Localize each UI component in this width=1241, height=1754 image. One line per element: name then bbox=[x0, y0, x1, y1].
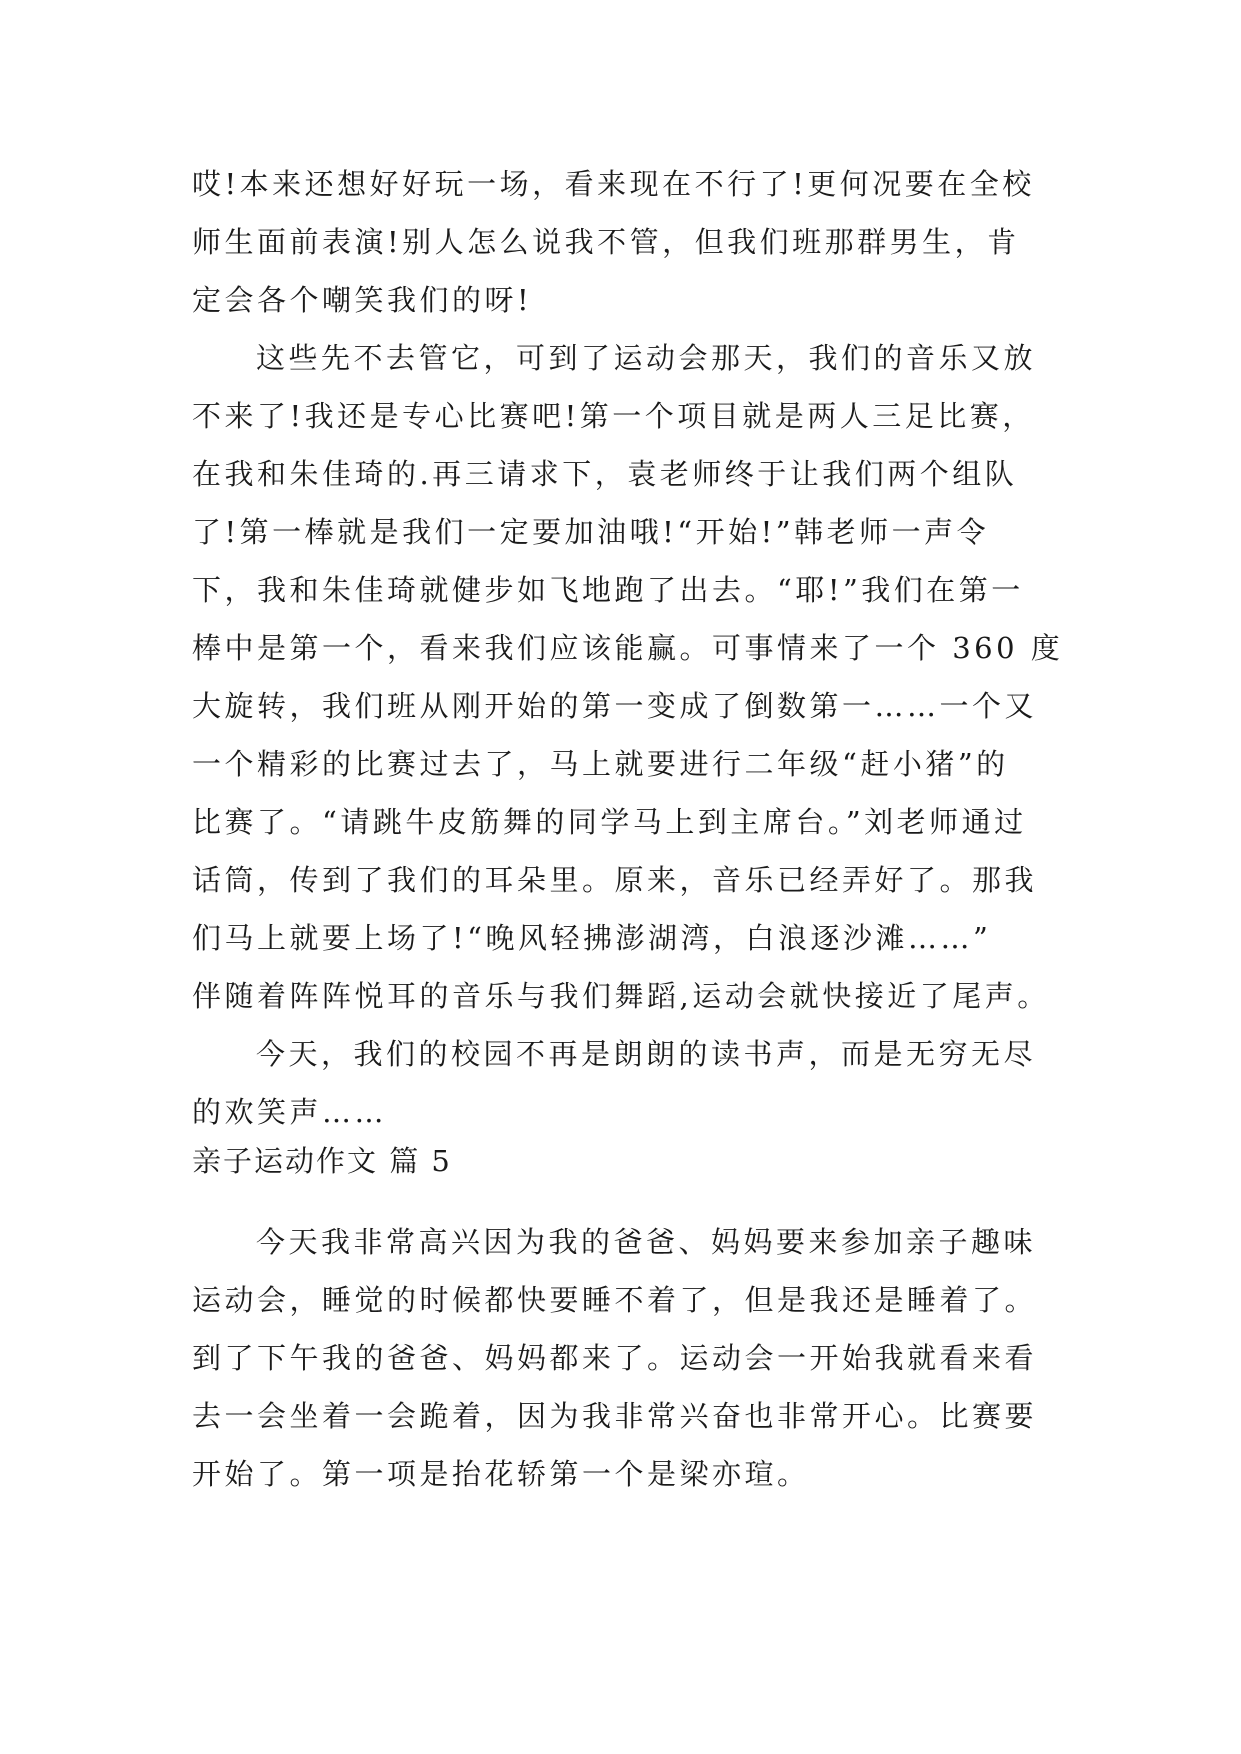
text-line: 不来了!我还是专心比赛吧!第一个项目就是两人三足比赛， bbox=[192, 399, 1035, 433]
text-line: 们马上就要上场了!“晚风轻拂澎湖湾，白浪逐沙滩……” bbox=[192, 921, 992, 955]
text-line: 哎!本来还想好好玩一场，看来现在不行了!更何况要在全校 bbox=[192, 167, 1035, 201]
essay-body-part-1 bbox=[192, 155, 1062, 1141]
paragraph-first-line: 今天我非常高兴因为我的爸爸、妈妈要来参加亲子趣味 bbox=[256, 1225, 1037, 1259]
text-line: 到了下午我的爸爸、妈妈都来了。运动会一开始我就看来看 bbox=[192, 1341, 1038, 1375]
text-line: 下，我和朱佳琦就健步如飞地跑了出去。“耶!”我们在第一 bbox=[192, 573, 1024, 607]
paragraph-first-line: 今天，我们的校园不再是朗朗的读书声，而是无穷无尽 bbox=[256, 1037, 1037, 1071]
text-line: 棒中是第一个，看来我们应该能赢。可事情来了一个 360 度 bbox=[192, 631, 1064, 665]
text-line: 在我和朱佳琦的.再三请求下，袁老师终于让我们两个组队 bbox=[192, 457, 1018, 491]
text-line: 定会各个嘲笑我们的呀! bbox=[192, 283, 533, 317]
paragraph-first-line: 这些先不去管它，可到了运动会那天，我们的音乐又放 bbox=[256, 341, 1037, 375]
text-line: 一个精彩的比赛过去了，马上就要进行二年级“赶小猪”的 bbox=[192, 747, 1009, 781]
text-line: 伴随着阵阵悦耳的音乐与我们舞蹈,运动会就快接近了尾声。 bbox=[192, 979, 1050, 1013]
section-heading: 亲子运动作文 篇 5 bbox=[192, 1144, 452, 1178]
text-line: 了!第一棒就是我们一定要加油哦!“开始!”韩老师一声令 bbox=[192, 515, 990, 549]
text-line: 师生面前表演!别人怎么说我不管，但我们班那群男生，肯 bbox=[192, 225, 1020, 259]
text-line: 的欢笑声…… bbox=[192, 1095, 388, 1129]
text-line: 去一会坐着一会跪着，因为我非常兴奋也非常开心。比赛要 bbox=[192, 1399, 1038, 1433]
text-line: 运动会，睡觉的时候都快要睡不着了，但是我还是睡着了。 bbox=[192, 1283, 1038, 1317]
text-line: 大旋转，我们班从刚开始的第一变成了倒数第一……一个又 bbox=[192, 689, 1038, 723]
text-line: 开始了。第一项是抬花轿第一个是梁亦瑄。 bbox=[192, 1457, 810, 1491]
text-line: 话筒，传到了我们的耳朵里。原来，音乐已经弄好了。那我 bbox=[192, 863, 1038, 897]
essay-body-part-2 bbox=[192, 1213, 1062, 1503]
text-line: 比赛了。“请跳牛皮筋舞的同学马上到主席台。”刘老师通过 bbox=[192, 805, 1027, 839]
